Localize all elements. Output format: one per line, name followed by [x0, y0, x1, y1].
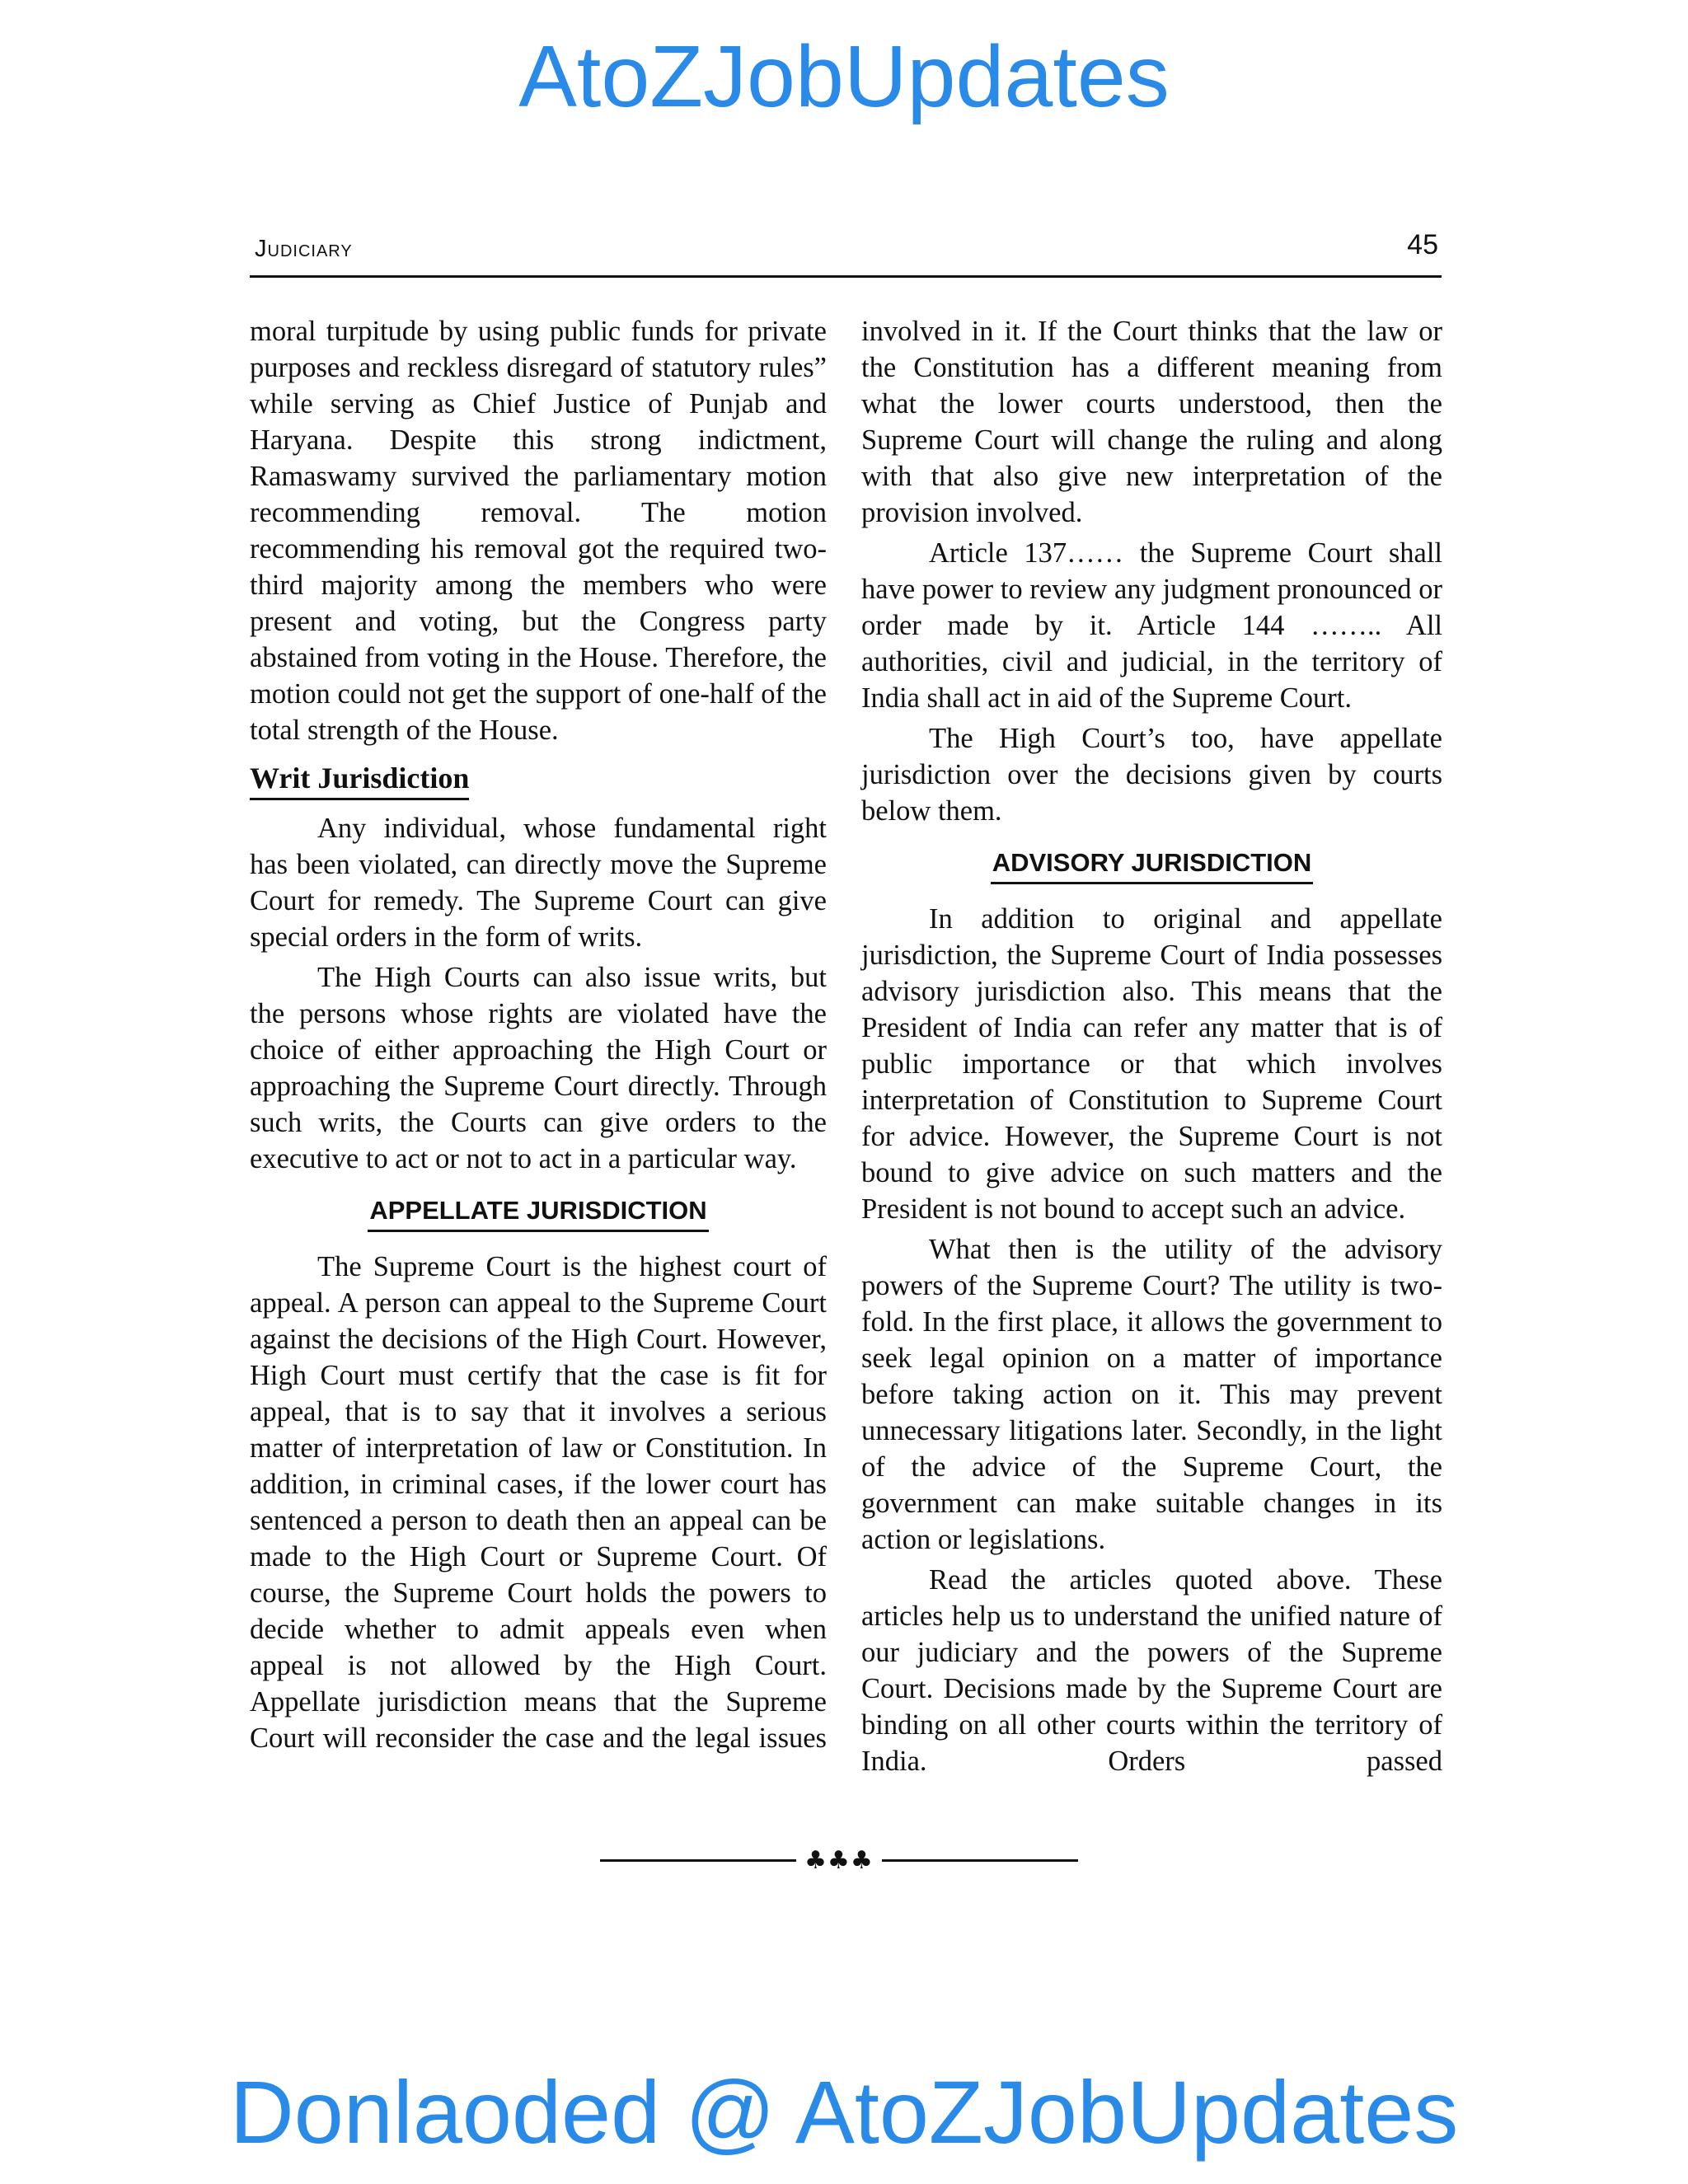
watermark-bottom: Donlaoded @ AtoZJobUpdates: [229, 2062, 1459, 2162]
left-column: [250, 313, 827, 1756]
clubs-icon: ♣♣♣: [804, 1845, 874, 1875]
watermark-top: AtoZJobUpdates: [518, 28, 1170, 125]
paragraph: In addition to original and appellate jurisdiction, the Supreme Court of India possesses advisory jurisdiction also. This means that the President of India can refer any matter that is of public importance or that which involves interpretation of Constitution to Supreme Court for advice. However, the Supreme Court is not bound to give advice on such matters and the President is not bound to accept such an advice.: [861, 903, 1442, 1225]
paragraph: Article 137…… the Supreme Court shall have power to review any judgment pronounced or order made by it. Article 144 …….. All authorities, civil and judicial, in the territory of India shall act in aid of the Supreme Court.: [861, 537, 1442, 714]
end-ornament: [592, 1840, 1086, 1881]
advisory-jurisdiction-heading: ADVISORY JURISDICTION: [991, 847, 1314, 884]
paragraph: involved in it. If the Court thinks that the law or the Constitution has a different meaning from what the lower courts understood, then the Supreme Court will change the ruling and along with that also give new interpretation of the provision involved.: [861, 316, 1442, 528]
paragraph: Any individual, whose fundamental right has been violated, can directly move the Supreme Court for remedy. The Supreme Court can give special orders in the form of writs.: [250, 813, 827, 953]
paragraph: moral turpitude by using public funds for private purposes and reckless disregard of statutory rules” while serving as Chief Justice of Punjab and Haryana. Despite this strong indictment, Ramaswamy survived the parliamentary motion recommending removal. The motion recommending his removal got the required two-third majority among the members who were present and voting, but the Congress party abstained from voting in the House. Therefore, the motion could not get the support of one-half of the total strength of the House.: [250, 316, 827, 746]
running-title: Judiciary: [255, 236, 353, 262]
paragraph: The Supreme Court is the highest court of appeal. A person can appeal to the Supreme Court against the decisions of the High Court. However, High Court must certify that the case is fit for appeal, that is to say that it involves a serious matter of interpretation of law or Constitution. In addition, in criminal cases, if the lower court has sentenced a person to death then an appeal can be made to the High Court or Supreme Court. Of course, the Supreme Court holds the powers to decide whether to admit appeals even when appeal is not allowed by the High Court. Appellate jurisdiction means that the Supreme Court will reconsider the case and the legal issues: [250, 1251, 827, 1754]
appellate-jurisdiction-heading: APPELLATE JURISDICTION: [368, 1195, 708, 1232]
paragraph: The High Courts can also issue writs, but the persons whose rights are violated have the choice of either approaching the High Court or approaching the Supreme Court directly. Through such writs, the Courts can give orders to the executive to act or not to act in a particular way.: [250, 962, 827, 1174]
writ-jurisdiction-heading: Writ Jurisdiction: [250, 762, 469, 800]
paragraph: Read the articles quoted above. These articles help us to understand the unified nature of our judiciary and the powers of the Supreme Court. Decisions made by the Supreme Court are binding on all other courts within the territory of India. Orders passed: [861, 1564, 1442, 1777]
ornament-rule-right: [882, 1859, 1078, 1862]
ornament-rule-left: [600, 1859, 796, 1862]
right-column: [861, 313, 1442, 1779]
paragraph: What then is the utility of the advisory powers of the Supreme Court? The utility is two-fold. In the first place, it allows the government to seek legal opinion on a matter of importance before taking action on it. This may prevent unnecessary litigations later. Secondly, in the light of the advice of the Supreme Court, the government can make suitable changes in its action or legislations.: [861, 1234, 1442, 1555]
paragraph: The High Court’s too, have appellate jurisdiction over the decisions given by courts below them.: [861, 723, 1442, 827]
running-header: [250, 227, 1442, 278]
page-number: 45: [1407, 229, 1438, 260]
